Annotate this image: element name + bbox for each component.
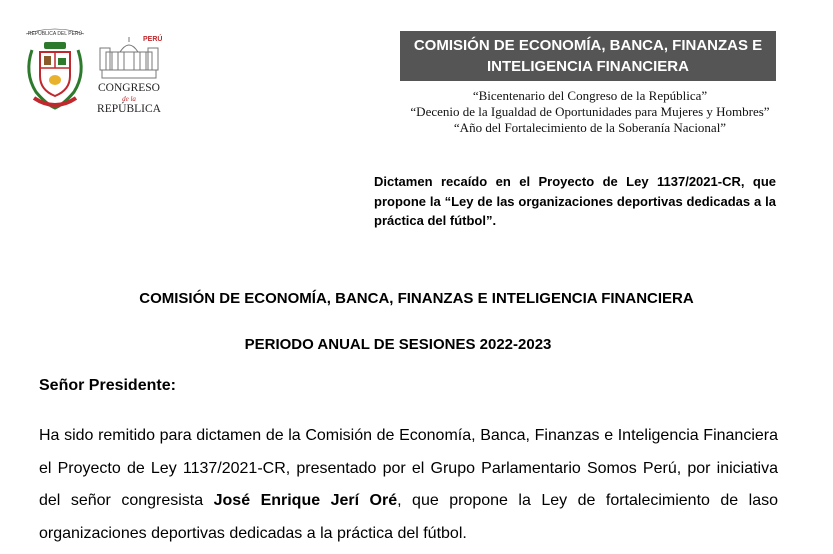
body-paragraph <box>39 420 778 550</box>
salutation: Señor Presidente: <box>39 377 176 394</box>
dictamen-summary: Dictamen recaído en el Proyecto de Ley 1137/2021-CR, que propone la “Ley de las organizaciones deportivas dedicadas a la práctica del fútbol”. <box>374 174 776 228</box>
congreso-logo-line3: REPÚBLICA <box>97 103 161 115</box>
commission-heading: COMISIÓN DE ECONOMÍA, BANCA, FINANZAS E INTELIGENCIA FINANCIERA <box>139 290 694 307</box>
congreso-logo-text <box>96 82 162 116</box>
svg-text:REPÚBLICA DEL PERÚ: REPÚBLICA DEL PERÚ <box>27 31 83 37</box>
year-mottos <box>380 88 800 136</box>
motto-1: “Bicentenario del Congreso de la República” <box>472 88 708 103</box>
paragraph-text-before: Ha sido remitido para dictamen de la Comisión de Economía, Banca, Finanzas e Inteligencia Financiera el Proyecto de Ley 1137/2021-CR, presentado por el Grupo Parlamentario Somos Perú, por iniciativa del señor congresista <box>39 427 778 509</box>
banner-line-2: INTELIGENCIA FINANCIERA <box>487 58 689 75</box>
peru-coat-of-arms-logo <box>22 28 88 114</box>
paragraph-text-after: , que propone la Ley de fortalecimiento de laso organizaciones deportivas dedicadas a la práctica del fútbol. <box>39 492 779 542</box>
motto-3: “Año del Fortalecimiento de la Soberanía Nacional” <box>453 120 727 135</box>
motto-2: “Decenio de la Igualdad de Oportunidades para Mujeres y Hombres” <box>410 104 770 119</box>
congreso-logo-line2: de la <box>122 95 136 103</box>
commission-banner <box>400 31 776 81</box>
congressman-name: José Enrique Jerí Oré <box>213 492 398 509</box>
congreso-logo-tag: PERÚ <box>143 36 163 43</box>
congreso-logo-line1: CONGRESO <box>98 82 160 94</box>
session-period-heading: PERIODO ANUAL DE SESIONES 2022-2023 <box>244 336 552 353</box>
banner-line-1: COMISIÓN DE ECONOMÍA, BANCA, FINANZAS E <box>413 37 763 54</box>
